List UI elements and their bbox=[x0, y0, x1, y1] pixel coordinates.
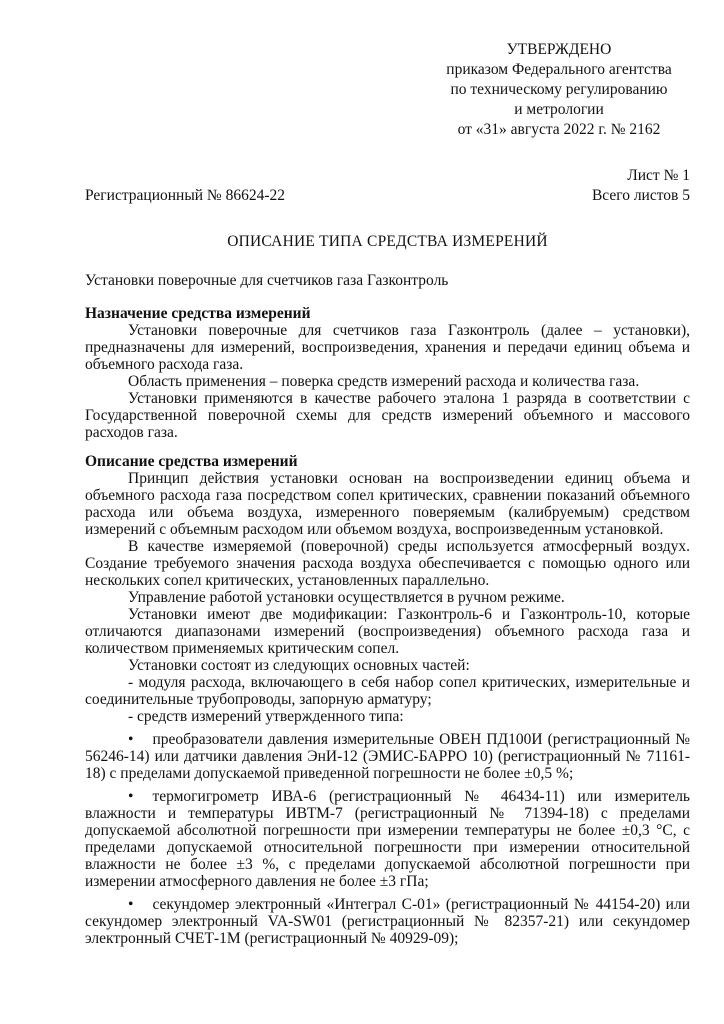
sheet-meta-block bbox=[85, 166, 690, 206]
approval-block bbox=[428, 40, 690, 140]
paragraph: Установки состоят из следующих основных частей: bbox=[128, 657, 470, 674]
registration-number: Регистрационный № 86624-22 bbox=[85, 187, 286, 204]
dash-list-item: - средств измерений утвержденного типа: bbox=[128, 708, 404, 725]
bullet-text: преобразователи давления измерительные ОВЕН ПД100И (регистрационный № 56246-14) или датчики давления ЭнИ-12 (ЭМИС-БАРРО 10) (регистрационный № 71161-18) с пределами допускаемой приведенной погрешности не более ±0,5 %; bbox=[85, 731, 690, 782]
paragraph: Область применения – поверка средств измерений расхода и количества газа. bbox=[128, 373, 640, 390]
paragraph: В качестве измеряемой (поверочной) среды используется атмосферный воздух. Создание требуемого значения расхода воздуха обеспечивается с помощью одного или нескольких сопел критических, установленных параллельно. bbox=[85, 538, 690, 589]
paragraph: Управление работой установки осуществляется в ручном режиме. bbox=[128, 589, 565, 606]
paragraph: Принцип действия установки основан на воспроизведении единиц объема и объемного расхода газа посредством сопел критических, сравнении показаний объемного расхода или объема воздуха, измеренного поверяемым (калибруемым) средством измерений с объемным расходом или объемом воздуха, воспроизведенным установкой. bbox=[85, 470, 690, 538]
dash-list-item: - модуля расхода, включающего в себя набор сопел критических, измерительные и соединительные трубопроводы, запорную арматуру; bbox=[85, 674, 690, 708]
section-heading-description: Описание средства измерений bbox=[85, 453, 298, 470]
section-heading-purpose: Назначение средства измерений bbox=[85, 305, 311, 322]
paragraph: Установки имеют две модификации: Газконтроль-6 и Газконтроль-10, которые отличаются диапазонами измерений (воспроизведения) объемного расхода газа и количеством применяемых критическим сопел. bbox=[85, 606, 690, 657]
document-title: ОПИСАНИЕ ТИПА СРЕДСТВА ИЗМЕРЕНИЙ bbox=[227, 233, 548, 250]
registration-row bbox=[85, 186, 690, 206]
total-sheets: Всего листов 5 bbox=[591, 187, 690, 204]
bullet-text: секундомер электронный «Интеграл С-01» (регистрационный № 44154-20) или секундомер электронный VA-SW01 (регистрационный № 82357-21) или секундомер электронный СЧЕТ-1М (регистрационный № 40929-09); bbox=[85, 896, 690, 947]
paragraph: Установки применяются в качестве рабочего эталона 1 разряда в соответствии с Государственной поверочной схемы для средств измерений объемного и массового расходов газа. bbox=[85, 390, 690, 441]
bullet-list-item bbox=[85, 731, 690, 782]
paragraph: Установки поверочные для счетчиков газа Газконтроль (далее – установки), предназначены для измерений, воспроизведения, хранения и передачи единиц объема и объемного расхода газа. bbox=[85, 322, 690, 373]
bullet-list-item bbox=[85, 788, 690, 890]
sheet-number: Лист № 1 bbox=[627, 167, 690, 184]
approval-line: и метрологии bbox=[514, 101, 604, 118]
approval-line: по техническому регулированию bbox=[450, 81, 668, 98]
bullet-icon: • bbox=[128, 788, 134, 805]
approval-line: приказом Федерального агентства bbox=[446, 61, 672, 78]
bullet-icon: • bbox=[128, 896, 134, 913]
approval-line: от «31» августа 2022 г. № 2162 bbox=[457, 121, 661, 138]
bullet-list-item bbox=[85, 896, 690, 947]
document-subtitle: Установки поверочные для счетчиков газа Газконтроль bbox=[85, 272, 449, 289]
bullet-text: термогигрометр ИВА-6 (регистрационный № 46434-11) или измеритель влажности и температуры ИВТМ-7 (регистрационный № 71394-18) с пределами допускаемой абсолютной погрешности при измерении температуры не более ±0,3 °С, с пределами допускаемой относительной погрешности при измерении относительной влажности не более ±3 %, с пределами допускаемой абсолютной погрешности при измерении атмосферного давления не более ±3 гПа; bbox=[85, 788, 690, 890]
approval-line: УТВЕРЖДЕНО bbox=[506, 41, 612, 58]
bullet-icon: • bbox=[128, 731, 134, 748]
